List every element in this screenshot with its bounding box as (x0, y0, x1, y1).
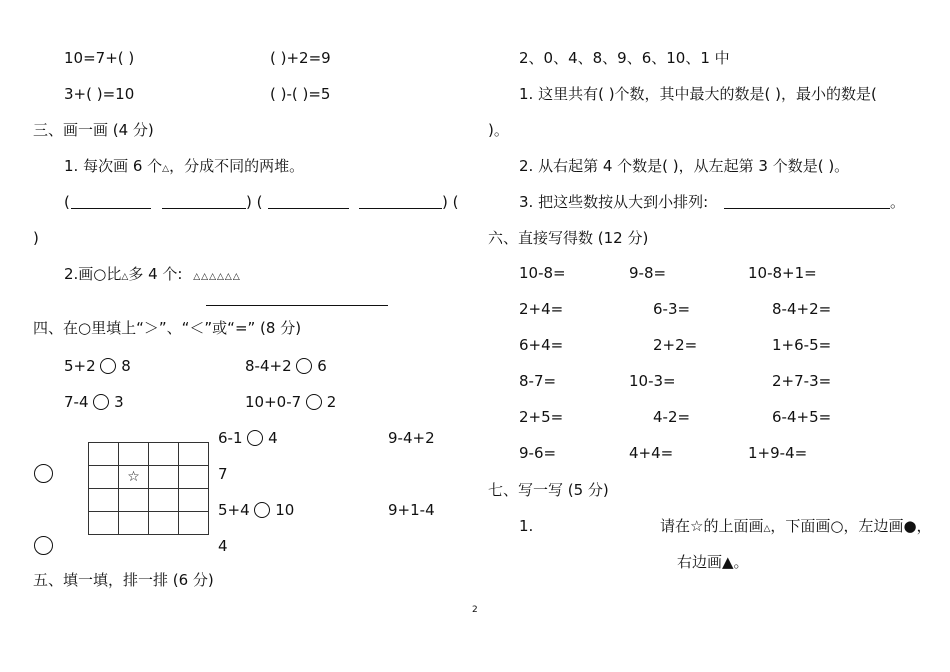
section-3-q2 (64, 265, 241, 286)
compare-4b: 9+1-4 (388, 501, 435, 519)
grid-cell[interactable] (119, 489, 149, 512)
answer-circle[interactable] (93, 394, 109, 410)
section-7-q1-text (660, 517, 932, 538)
q2-text-b: 多 4 个: (128, 265, 183, 283)
triangles-row: △△△△△△ (193, 272, 241, 282)
calc-item: 10-3= (629, 372, 676, 390)
grid-cell[interactable] (179, 466, 209, 489)
star-grid (88, 442, 209, 535)
compare-right: 6 (317, 357, 327, 375)
calc-item: 6+4= (519, 336, 564, 354)
q-text-b: ，下面画○，左边画●， (770, 517, 932, 535)
grid-cell[interactable] (89, 443, 119, 466)
grid-cell[interactable] (89, 512, 119, 535)
calc-item: 9-6= (519, 444, 557, 462)
calc-item: 8-4+2= (772, 300, 832, 318)
compare-left: 10+0-7 (245, 393, 302, 411)
calc-item: 10-8+1= (748, 264, 817, 282)
calc-item: 2+7-3= (772, 372, 832, 390)
compare-2a (64, 393, 124, 411)
compare-left: 8-4+2 (245, 357, 292, 375)
compare-3b-continued: 7 (218, 465, 228, 483)
compare-left: 5+4 (218, 501, 250, 519)
equation-1a: 10=7+( ) (64, 49, 135, 67)
grid-cell[interactable] (179, 489, 209, 512)
question-2: 2. 从右起第 4 个数是( )，从左起第 3 个数是( )。 (519, 157, 850, 175)
compare-4b-continued: 4 (218, 537, 228, 555)
calc-item: 1+9-4= (748, 444, 808, 462)
section-4-title: 四、在○里填上“＞”、“＜”或“=” (8 分) (33, 319, 302, 337)
q1-text: 1. 每次画 6 个 (64, 157, 163, 175)
calc-item: 1+6-5= (772, 336, 832, 354)
compare-2b (245, 393, 336, 411)
q-text-a: 请在☆的上面画 (660, 517, 764, 535)
calc-item: 6-3= (653, 300, 691, 318)
compare-left: 7-4 (64, 393, 89, 411)
compare-3b: 9-4+2 (388, 429, 435, 447)
answer-circle-large[interactable] (34, 536, 53, 555)
grid-cell[interactable] (149, 443, 179, 466)
grid-cell[interactable] (149, 489, 179, 512)
grid-cell[interactable] (179, 443, 209, 466)
answer-line[interactable] (71, 208, 151, 209)
grid-cell[interactable] (179, 512, 209, 535)
grid-cell[interactable] (119, 443, 149, 466)
star-icon: ☆ (119, 466, 149, 489)
answer-circle[interactable] (247, 430, 263, 446)
question-1: 1. 这里共有( )个数，其中最大的数是( )，最小的数是( (519, 85, 877, 103)
question-3-end: 。 (890, 193, 906, 211)
calc-item: 10-8= (519, 264, 566, 282)
calc-item: 2+4= (519, 300, 564, 318)
calc-item: 9-8= (629, 264, 667, 282)
equation-2b: ( )-( )=5 (270, 85, 331, 103)
answer-circle[interactable] (306, 394, 322, 410)
answer-circle[interactable] (254, 502, 270, 518)
paren-close-open-2: ) ( (442, 193, 459, 211)
compare-right: 3 (114, 393, 124, 411)
calc-item: 2+5= (519, 408, 564, 426)
question-1-end: )。 (488, 121, 509, 139)
equation-2a: 3+( )=10 (64, 85, 135, 103)
compare-left: 5+2 (64, 357, 96, 375)
answer-line[interactable] (724, 208, 890, 209)
answer-line[interactable] (359, 208, 442, 209)
grid-cell[interactable] (119, 512, 149, 535)
section-3-title: 三、画一画 (4 分) (33, 121, 154, 139)
answer-line[interactable] (162, 208, 246, 209)
paren-close-2: ) (33, 229, 39, 247)
section-6-title: 六、直接写得数 (12 分) (488, 229, 649, 247)
calc-item: 4-2= (653, 408, 691, 426)
compare-right: 2 (326, 393, 337, 411)
grid-cell[interactable] (149, 512, 179, 535)
triangle-icon: △ (763, 524, 771, 534)
triangle-icon: △ (121, 272, 129, 282)
section-3-q1 (64, 157, 304, 178)
calc-item: 4+4= (629, 444, 674, 462)
compare-1a (64, 357, 131, 375)
section-7-q1-number: 1. (519, 517, 534, 535)
compare-right: 4 (268, 429, 278, 447)
compare-right: 10 (275, 501, 295, 519)
section-5-title: 五、填一填，排一排 (6 分) (33, 571, 214, 589)
calc-item: 6-4+5= (772, 408, 832, 426)
page-number: 2 (472, 605, 478, 615)
grid-cell[interactable] (89, 489, 119, 512)
q2-text-a: 2.画○比 (64, 265, 122, 283)
compare-3a (218, 429, 278, 447)
answer-circle[interactable] (296, 358, 312, 374)
calc-item: 8-7= (519, 372, 557, 390)
section-7-q1-text-cont: 右边画▲。 (677, 553, 749, 571)
number-list: 2、0、4、8、9、6、10、1 中 (519, 49, 730, 67)
answer-circle[interactable] (100, 358, 116, 374)
compare-left: 6-1 (218, 429, 243, 447)
answer-line[interactable] (268, 208, 349, 209)
triangle-icon: △ (162, 164, 170, 174)
compare-4a (218, 501, 294, 519)
calc-item: 2+2= (653, 336, 698, 354)
section-7-title: 七、写一写 (5 分) (488, 481, 609, 499)
answer-circle-large[interactable] (34, 464, 53, 483)
equation-1b: ( )+2=9 (270, 49, 331, 67)
compare-1b (245, 357, 327, 375)
q1-text-end: ，分成不同的两堆。 (169, 157, 305, 175)
question-3: 3. 把这些数按从大到小排列: (519, 193, 709, 211)
grid-cell[interactable] (89, 466, 119, 489)
answer-line[interactable] (206, 305, 388, 306)
grid-cell[interactable] (149, 466, 179, 489)
paren-open-1: ( (64, 193, 70, 211)
paren-close-open-1: ) ( (246, 193, 263, 211)
compare-right: 8 (121, 357, 131, 375)
